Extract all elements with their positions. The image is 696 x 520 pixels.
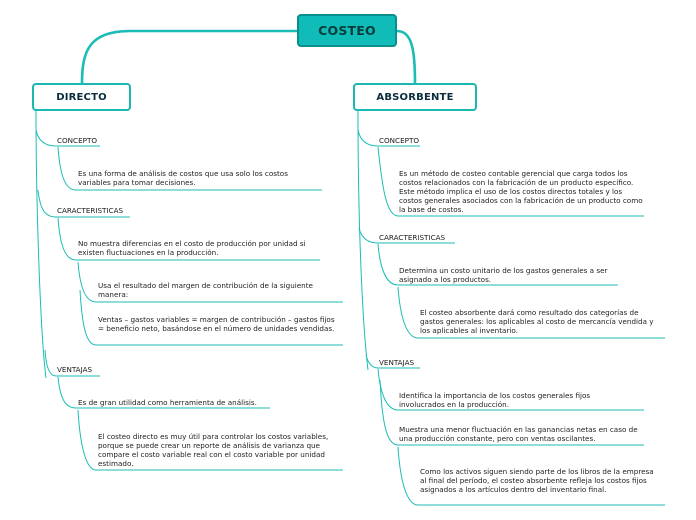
absorbente-concepto-label[interactable]: CONCEPTO <box>379 136 419 145</box>
topic-directo-label: DIRECTO <box>56 91 107 103</box>
directo-concepto-text[interactable]: Es una forma de análisis de costos que usa solo los costos variables para tomar decisiones. <box>78 169 288 187</box>
directo-ventajas-label[interactable]: VENTAJAS <box>57 365 93 374</box>
absorbente-ventajas-label[interactable]: VENTAJAS <box>379 358 415 367</box>
directo-caracteristicas-text[interactable]: No muestra diferencias en el costo de producción por unidad si existen fluctuaciones en la producción. <box>78 239 306 257</box>
link-root-absorbente <box>397 31 415 83</box>
directo-ventajas-sub1[interactable]: El costeo directo es muy útil para controlar los costos variables, porque se puede crear un reporte de análisis de varianza que compare el costo variable real con el costo variable por unidad estimado. <box>98 432 329 468</box>
topic-absorbente-label: ABSORBENTE <box>376 91 454 103</box>
absorbente-concepto-text[interactable]: Es un método de costeo contable gerencial que carga todos los costos relacionados con la fabricación de un producto específico. Este método implica el uso de los costos directos totales y los costos generales asociados con la fabricación de un producto como la base de costos. <box>399 169 643 214</box>
directo-ventajas-text[interactable]: Es de gran utilidad como herramienta de análisis. <box>78 398 257 407</box>
topic-directo[interactable] <box>32 83 131 111</box>
directo-caracteristicas-label[interactable]: CARACTERISTICAS <box>57 206 124 215</box>
absorbente-ventajas-sub1[interactable]: Como los activos siguen siendo parte de los libros de la empresa al final del período, el costeo absorbente refleja los costos fijos asignados a los artículos dentro del inventario final. <box>420 467 654 494</box>
absorbente-caracteristicas-label[interactable]: CARACTERISTICAS <box>379 233 446 242</box>
root-topic-label: COSTEO <box>318 23 376 38</box>
absorbente-ventajas-text1[interactable]: Identifica la importancia de los costos generales fijos involucrados en la producción. <box>399 391 591 409</box>
absorbente-caracteristicas-text[interactable]: Determina un costo unitario de los gastos generales a ser asignado a los productos. <box>399 266 608 284</box>
link-root-directo <box>82 31 297 83</box>
directo-concepto-label[interactable]: CONCEPTO <box>57 136 97 145</box>
absorbente-caracteristicas-sub1[interactable]: El costeo absorbente dará como resultado dos categorías de gastos generales: los aplicables al costo de mercancía vendida y los aplicables al inventario. <box>420 308 654 335</box>
topic-absorbente[interactable] <box>353 83 477 111</box>
directo-caracteristicas-sub1[interactable]: Usa el resultado del margen de contribución de la siguiente manera: <box>98 281 313 299</box>
link-directo-spine <box>36 111 46 378</box>
absorbente-ventajas-text2[interactable]: Muestra una menor fluctuación en las ganancias netas en caso de una producción constante, pero con ventas oscilantes. <box>399 425 638 443</box>
root-topic[interactable] <box>297 14 397 47</box>
directo-caracteristicas-sub2[interactable]: Ventas – gastos variables = margen de contribución – gastos fijos = beneficio neto, basándose en el número de unidades vendidas. <box>98 315 335 333</box>
